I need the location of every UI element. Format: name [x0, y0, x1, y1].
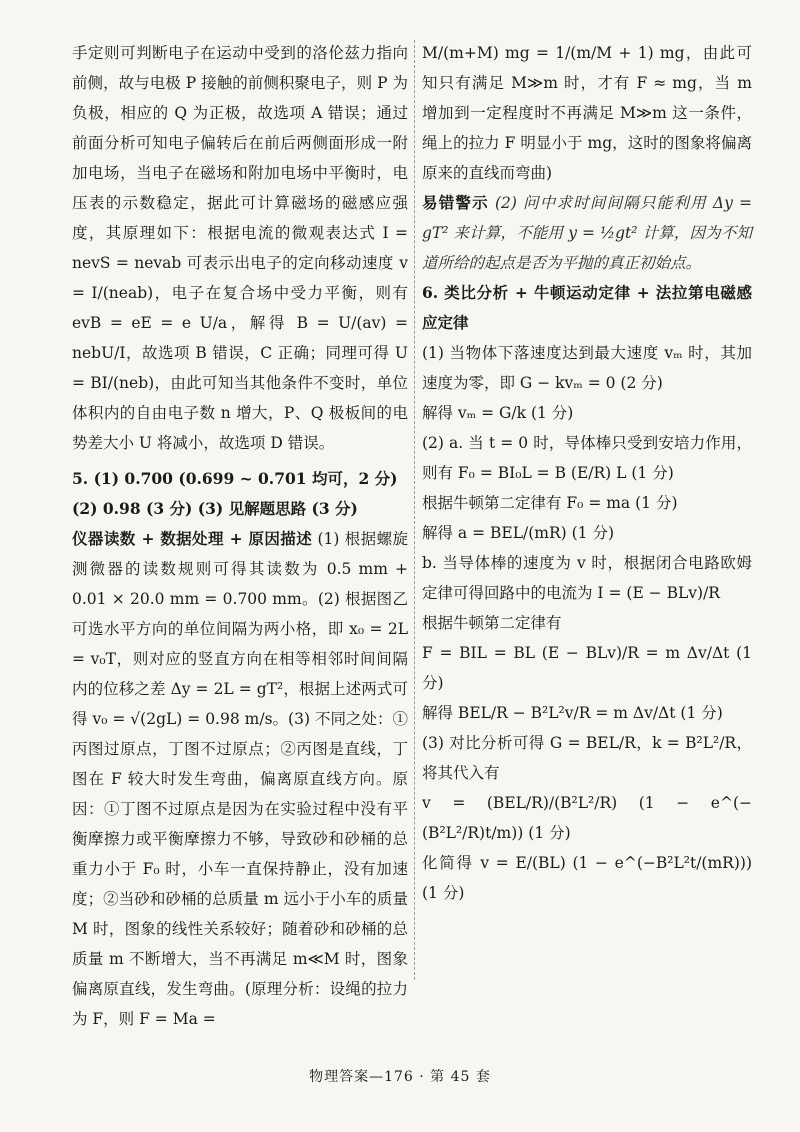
q5-answer-line1: 5. (1) 0.700 (0.699 ~ 0.701 均可，2 分) — [72, 469, 398, 488]
q6-part2a: (2) a. 当 t = 0 时，导体棒只受到安培力作用，则有 F₀ = BI₀L = B (E/R) L (1 分) — [422, 434, 752, 482]
column-divider — [414, 40, 415, 980]
q6-part3-simplified: 化简得 v = E/(BL) (1 − e^(−B²L²t/(mR))) (1 分) — [422, 854, 752, 902]
warning-body: (2) 问中求时间间隔只能利用 Δy = gT² 来计算，不能用 y = ½gt² 计算，因为不知道所给的起点是否为平抛的真正初始点。 — [422, 194, 752, 272]
error-warning — [422, 188, 752, 278]
q6-part1-result: 解得 vₘ = G/k (1 分) — [422, 404, 574, 422]
q6-part2b-result: 解得 BEL/R − B²L²v/R = m Δv/Δt (1 分) — [422, 704, 723, 722]
q5-tag: 仪器读数 + 数据处理 + 原因描述 — [72, 529, 313, 548]
left-column — [72, 38, 408, 1034]
q6-part2b: b. 当导体棒的速度为 v 时，根据闭合电路欧姆定律可得回路中的电流为 I = (E − BLv)/R — [422, 554, 752, 602]
q6-part2a-result: 解得 a = BEL/(mR) (1 分) — [422, 524, 615, 542]
q6-heading: 6. 类比分析 + 牛顿运动定律 + 法拉第电磁感应定律 — [422, 283, 752, 332]
q5-principle-continued: M/(m+M) mg = 1/(m/M + 1) mg，由此可知只有满足 M≫m 时，才有 F ≈ mg，当 m 增加到一定程度时不再满足 M≫m 这一条件，绳上的拉力 F 明显小于 mg，这时的图象将偏离原来的直线而弯曲) — [422, 44, 752, 182]
q6-part2b-newton: 根据牛顿第二定律有 — [422, 614, 562, 632]
q6-part1: (1) 当物体下落速度达到最大速度 vₘ 时，其加速度为零，即 G − kvₘ = 0 (2 分) — [422, 344, 752, 392]
q6-part2b-equation: F = BIL = BL (E − BLv)/R = m Δv/Δt (1 分) — [422, 644, 752, 692]
right-column — [422, 38, 752, 908]
q6-part3-substitution: v = (BEL/R)/(B²L²/R) (1 − e^(−(B²L²/R)t/m)) (1 分) — [422, 794, 752, 842]
q5-answer-line2: (2) 0.98 (3 分) (3) 见解题思路 (3 分) — [72, 499, 358, 518]
q5-explanation — [72, 524, 408, 1034]
paragraph-hall-effect: 手定则可判断电子在运动中受到的洛伦兹力指向前侧，故与电极 P 接触的前侧积聚电子，则 P 为负极，相应的 Q 为正极，故选项 A 错误；通过前面分析可知电子偏转后在前后两侧面形成一附加电场，当电子在磁场和附加电场中平衡时，电压表的示数稳定，据此可计算磁场的磁感应强度，其原理如下：根据电流的微观表达式 I = nevS = nevab 可表示出电子的定向移动速度 v = I/(neab)，电子在复合场中受力平衡，则有 evB = eE = e U/a，解得 B = U/(av) = nebU/I，故选项 B 错误，C 正确；同理可得 U = BI/(neb)，由此可知当其他条件不变时，单位体积内的自由电子数 n 增大，P、Q 极板间的电势差大小 U 将减小，故选项 D 错误。 — [72, 44, 408, 452]
q5-body: (1) 根据螺旋测微器的读数规则可得其读数为 0.5 mm + 0.01 × 20.0 mm = 0.700 mm。(2) 根据图乙可选水平方向的单位间隔为两小格，即 x₀ = 2L = v₀T，则对应的竖直方向在相等相邻时间间隔内的位移之差 Δy = 2L = gT²，根据上述两式可得 v₀ = √(2gL) = 0.98 m/s。(3) 不同之处：①丙图过原点，丁图不过原点；②丙图是直线，丁图在 F 较大时发生弯曲，偏离原直线方向。原因：①丁图不过原点是因为在实验过程中没有平衡摩擦力或平衡摩擦力不够，导致砂和砂桶的总重力小于 F₀ 时，小车一直保持静止，没有加速度；②当砂和砂桶的总质量 m 远小于小车的质量 M 时，图象的线性关系较好；随着砂和砂桶的总质量 m 不断增大，当不再满足 m≪M 时，图象偏离原直线，发生弯曲。(原理分析：设绳的拉力为 F，则 F = Ma = — [72, 530, 408, 1028]
page-footer: 物理答案—176 · 第 45 套 — [309, 1069, 491, 1085]
warning-tag: 易错警示 — [422, 193, 489, 212]
q6-part3: (3) 对比分析可得 G = BEL/R，k = B²L²/R，将其代入有 — [422, 734, 752, 782]
q6-part2a-newton: 根据牛顿第二定律有 F₀ = ma (1 分) — [422, 494, 678, 512]
